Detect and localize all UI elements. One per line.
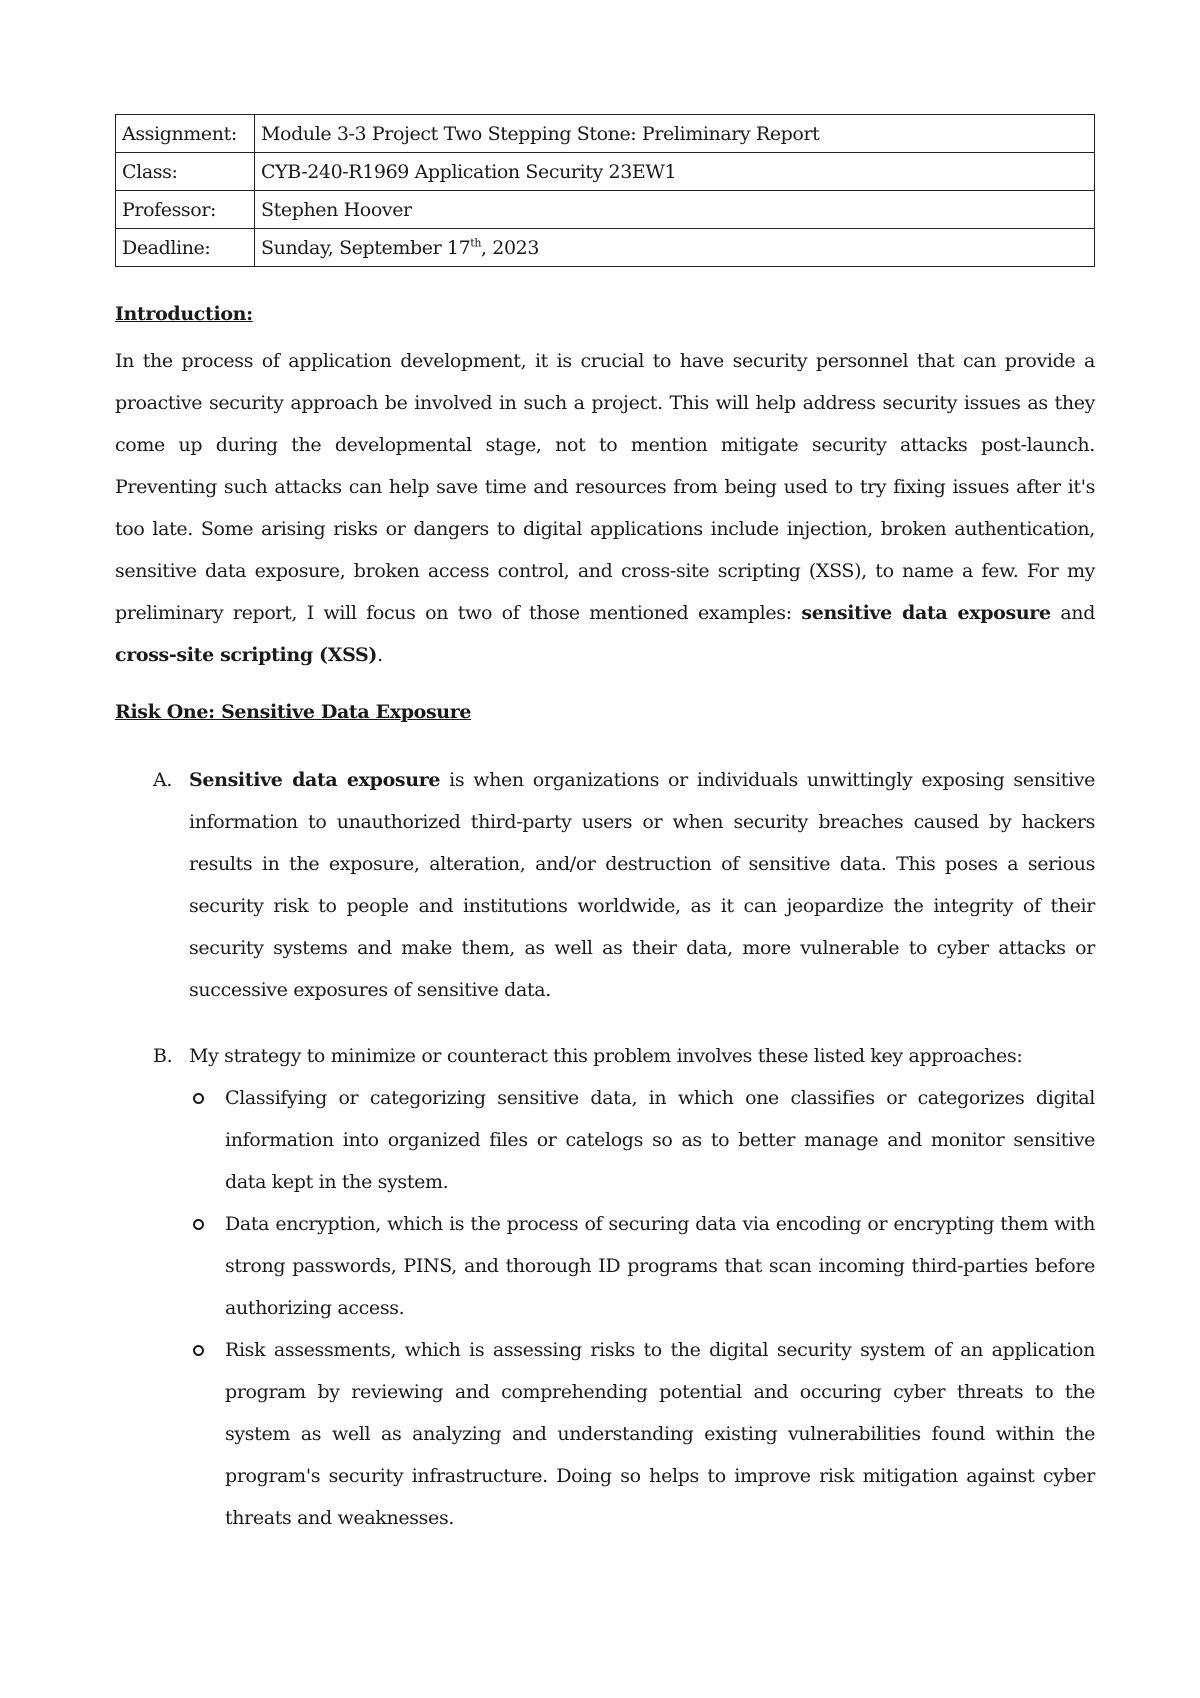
table-row [116, 229, 1095, 267]
table-label-cell: Deadline: [116, 229, 255, 267]
document-body [115, 300, 1095, 1539]
table-value-cell: Stephen Hoover [255, 191, 1095, 229]
introduction-conjunction: and [1050, 602, 1096, 624]
bullet-item [225, 1203, 1095, 1329]
bullet-text: Classifying or categorizing sensitive data, in which one classifies or categorizes digital information into organized files or catelogs so as to better manage and monitor sensitive data kept in the system. [225, 1087, 1095, 1193]
list-item-b [153, 1035, 1095, 1077]
deadline-value-cell [255, 229, 1095, 267]
deadline-year: , 2023 [481, 236, 540, 259]
table-label-cell: Class: [116, 153, 255, 191]
bullet-item [225, 1329, 1095, 1539]
introduction-period: . [377, 644, 383, 666]
introduction-heading: Introduction: [115, 303, 253, 325]
circle-bullet-icon [193, 1093, 204, 1104]
introduction-paragraph [115, 340, 1095, 676]
emphasis-xss: cross-site scripting (XSS) [115, 644, 378, 666]
item-b-text: My strategy to minimize or counteract this problem involves these listed key approaches: [189, 1045, 1023, 1067]
list-marker: B. [153, 1045, 173, 1067]
term-sensitive-data-exposure: Sensitive data exposure [189, 769, 441, 791]
circle-bullet-icon [193, 1219, 204, 1230]
table-value-cell: CYB-240-R1969 Application Security 23EW1 [255, 153, 1095, 191]
risk-one-heading: Risk One: Sensitive Data Exposure [115, 701, 472, 723]
table-label-cell: Professor: [116, 191, 255, 229]
bullet-text: Data encryption, which is the process of securing data via encoding or encrypting them with strong passwords, PINS, and thorough ID programs that scan incoming third-parties before authorizing access. [225, 1213, 1095, 1319]
deadline-date: Sunday, September 17 [261, 236, 471, 259]
assignment-info-table [115, 114, 1095, 267]
item-a-text: is when organizations or individuals unwittingly exposing sensitive information to unauthorized third-party users or when security breaches caused by hackers results in the exposure, alteration, and/or destruction of sensitive data. This poses a serious security risk to people and institutions worldwide, as it can jeopardize the integrity of their security systems and make them, as well as their data, more vulnerable to cyber attacks or successive exposures of sensitive data. [189, 769, 1095, 1001]
ordinal-suffix: th [470, 236, 482, 250]
bullet-text: Risk assessments, which is assessing risks to the digital security system of an application program by reviewing and comprehending potential and occuring cyber threats to the system as well as analyzing and understanding existing vulnerabilities found within the program's security infrastructure. Doing so helps to improve risk mitigation against cyber threats and weaknesses. [225, 1339, 1095, 1529]
list-marker: A. [153, 769, 173, 791]
emphasis-sensitive-data-exposure: sensitive data exposure [801, 602, 1051, 624]
strategy-bullet-list [225, 1077, 1095, 1539]
table-row [116, 115, 1095, 153]
table-row [116, 153, 1095, 191]
list-item-a [153, 759, 1095, 1011]
introduction-text: In the process of application development, it is crucial to have security personnel that can provide a proactive security approach be involved in such a project. This will help address security issues as they come up during the developmental stage, not to mention mitigate security attacks post-launch. Preventing such attacks can help save time and resources from being used to try fixing issues after it's too late. Some arising risks or dangers to digital applications include injection, broken authentication, sensitive data exposure, broken access control, and cross-site scripting (XSS), to name a few. For my preliminary report, I will focus on two of those mentioned examples: [115, 350, 1095, 624]
table-value-cell: Module 3-3 Project Two Stepping Stone: Preliminary Report [255, 115, 1095, 153]
table-label-cell: Assignment: [116, 115, 255, 153]
table-row [116, 191, 1095, 229]
circle-bullet-icon [193, 1345, 204, 1356]
bullet-item [225, 1077, 1095, 1203]
